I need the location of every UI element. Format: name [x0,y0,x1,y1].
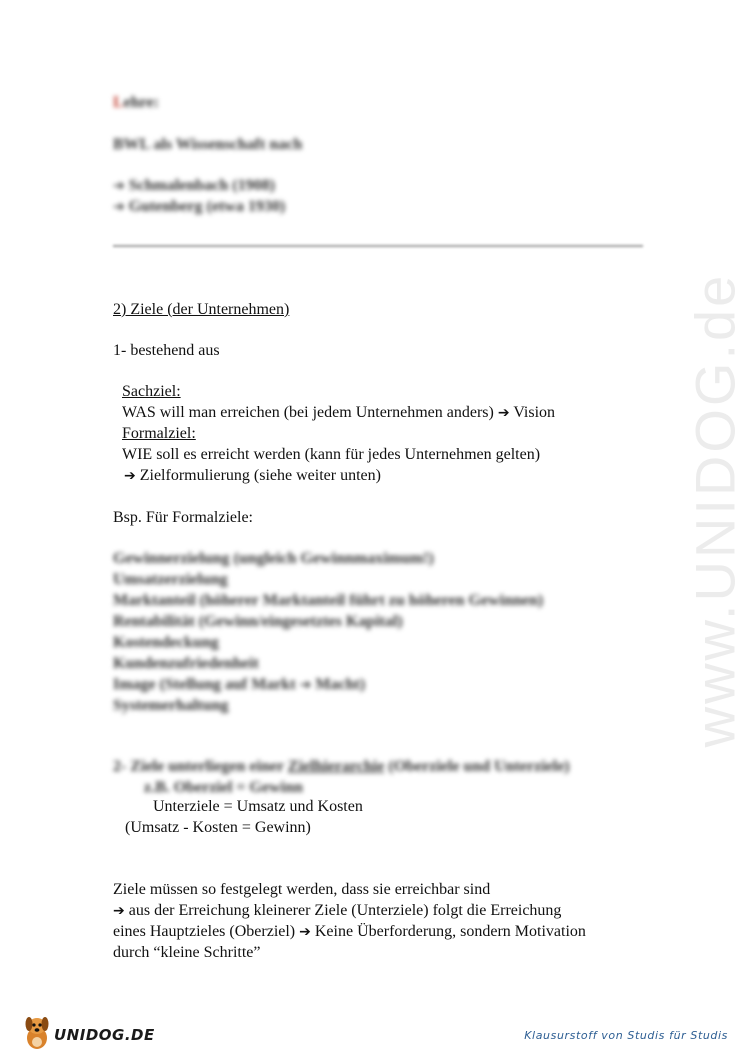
section-title: 2) Ziele (der Unternehmen) [113,301,290,318]
arrow-icon: ➔ [113,178,125,194]
unidog-logo[interactable] [22,1012,162,1052]
lehre-label: Lehre: [113,94,159,111]
section-intro: 1- bestehend aus [113,342,220,359]
dog-mascot-icon [22,1012,52,1052]
sachziel-label: Sachziel: [122,383,181,400]
hierarchy-subgoals: Unterziele = Umsatz und Kosten [153,798,363,815]
arrow-icon: ➔ [299,677,312,693]
formalziel-item: Kundenzufriedenheit [113,655,259,672]
formalziel-item: Gewinnerzielung (ungleich Gewinnmaximum!) [113,550,434,567]
formalziel-result: ➔ Zielformulierung (siehe weiter unten) [124,467,381,484]
formalziel-item: Image (Stellung auf Markt ➔ Macht) [113,676,366,693]
arrow-icon: ➔ [113,199,125,215]
bwl-heading: BWL als Wissenschaft nach [113,136,303,153]
formalziel-label: Formalziel: [122,425,196,442]
sachziel-text: WAS will man erreichen (bei jedem Unternehmen anders) ➔ Vision [122,404,556,421]
arrow-icon: ➔ [113,903,125,919]
author-item: ➔ Gutenberg (etwa 1930) [113,198,286,215]
conclusion-line: durch “kleine Schritte” [113,944,261,961]
logo-wordmark: UNIDOG.DE [54,1026,155,1044]
hierarchy-equation: (Umsatz - Kosten = Gewinn) [125,819,311,836]
footer-tagline: Klausurstoff von Studis für Studis [524,1029,728,1042]
hierarchy-example: z.B. Oberziel = Gewinn [144,779,303,796]
formalziel-item: Kostendeckung [113,634,219,651]
arrow-icon: ➔ [299,924,311,940]
arrow-icon: ➔ [124,468,136,484]
formalziel-item: Rentabilität (Gewinn/eingesetztes Kapital) [113,613,403,630]
hierarchy-line: 2- Ziele unterliegen einer Zielhierarchie (Oberziele und Unterziele) [113,758,570,775]
horizontal-rule [113,245,643,247]
formalziel-text: WIE soll es erreicht werden (kann für jedes Unternehmen gelten) [122,446,541,463]
conclusion-line: ➔ aus der Erreichung kleinerer Ziele (Unterziele) folgt die Erreichung [113,902,562,919]
arrow-icon: ➔ [497,405,510,421]
formalziel-item: Marktanteil (höherer Marktanteil führt zu höheren Gewinnen) [113,592,544,609]
formalziel-item: Umsatzerzielung [113,571,228,588]
example-heading: Bsp. Für Formalziele: [113,509,253,526]
formalziel-item: Systemerhaltung [113,697,229,714]
author-item: ➔ Schmalenbach (1908) [113,177,275,194]
watermark: www.UNIDOG.de [683,272,747,748]
conclusion-line: Ziele müssen so festgelegt werden, dass sie erreichbar sind [113,881,491,898]
conclusion-line: eines Hauptzieles (Oberziel) ➔ Keine Überforderung, sondern Motivation [113,923,586,940]
